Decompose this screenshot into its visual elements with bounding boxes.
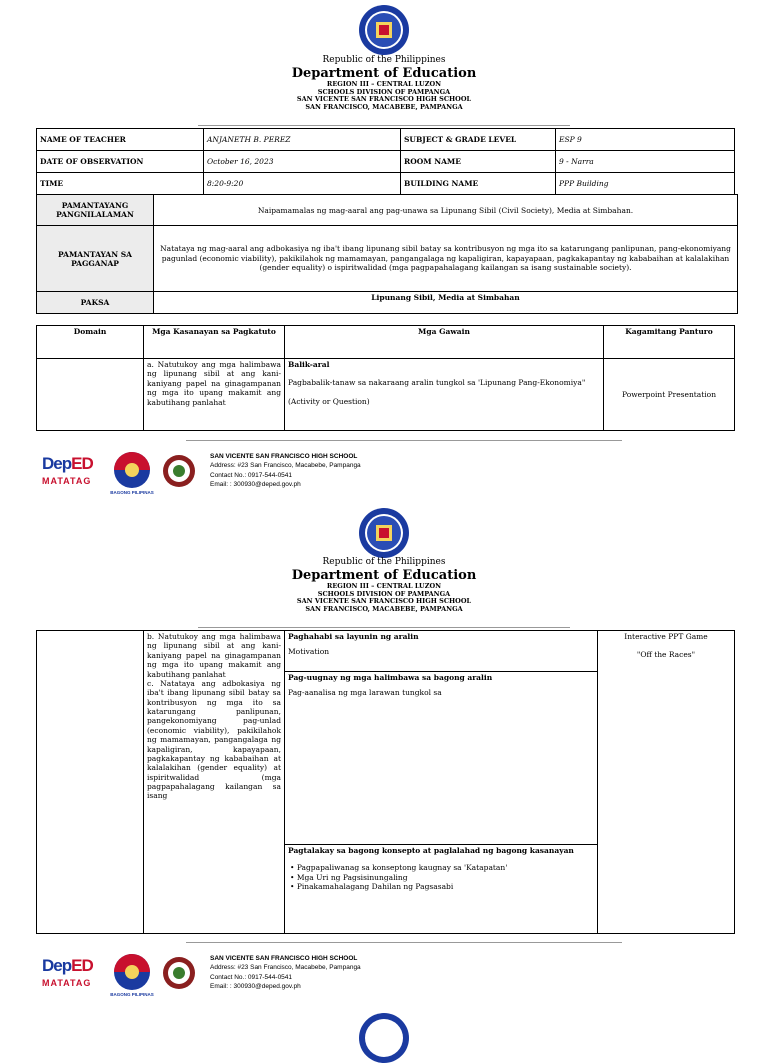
kagamitan-cell bbox=[598, 631, 735, 934]
col-kasanayan: Mga Kasanayan sa Pagkatuto bbox=[144, 326, 285, 359]
footer-email: Email: : 300930@deped.gov.ph bbox=[210, 481, 301, 489]
room-value: 9 - Narra bbox=[556, 151, 735, 173]
balik-aral-text: Pagbabalik-tanaw sa nakaraang aralin tungkol sa 'Lipunang Pang-Ekonomiya" bbox=[288, 378, 586, 388]
region-line: REGION III – CENTRAL LUZON bbox=[326, 80, 442, 88]
paghahabi-title: Paghahabi sa layunin ng aralin bbox=[288, 632, 419, 641]
balik-aral-title: Balik-aral bbox=[288, 360, 330, 369]
teacher-label: NAME OF TEACHER bbox=[37, 129, 204, 151]
paguugnay-title: Pag-uugnay ng mga halimbawa sa bagong aralin bbox=[288, 673, 493, 682]
footer-school: SAN VICENTE SAN FRANCISCO HIGH SCHOOL bbox=[210, 453, 358, 460]
bagong-pilipinas-icon bbox=[106, 952, 158, 992]
date-label: DATE OF OBSERVATION bbox=[37, 151, 204, 173]
date-value: October 16, 2023 bbox=[204, 151, 401, 173]
division-line: SCHOOLS DIVISION OF PAMPANGA bbox=[317, 589, 451, 598]
school-seal-icon bbox=[162, 454, 196, 488]
kagamitan-cell: Powerpoint Presentation bbox=[604, 359, 735, 431]
pagtalakay-title: Pagtalakay sa bagong konsepto at paglalahad ng bagong kasanayan bbox=[288, 846, 574, 855]
deped-logo bbox=[42, 956, 102, 988]
school-line: SAN VICENTE SAN FRANCISCO HIGH SCHOOL bbox=[296, 95, 472, 103]
gawain-cell bbox=[285, 359, 604, 431]
room-label: ROOM NAME bbox=[401, 151, 556, 173]
matatag-wordmark: MATATAG bbox=[42, 978, 92, 988]
deped-seal-icon bbox=[358, 4, 410, 56]
address-line: SAN FRANCISCO, MACABEBE, PAMPANGA bbox=[305, 604, 463, 613]
col-kagamitan: Kagamitang Panturo bbox=[604, 326, 735, 359]
subject-label: SUBJECT & GRADE LEVEL bbox=[401, 129, 556, 151]
footer-address: Address: #23 San Francisco, Macabebe, Pampanga bbox=[210, 462, 361, 470]
kasanayan-b: b. Natutukoy ang mga halimbawa ng lipunang sibil at ang kani-kaniyang papel na ginagampanan ng mga ito upang makamit ang kabutihang panlahat bbox=[147, 632, 281, 679]
kasanayan-cell bbox=[144, 631, 285, 934]
page-footer bbox=[36, 446, 736, 496]
department-title: Department of Education bbox=[291, 66, 477, 81]
footer-email: Email: : 300930@deped.gov.ph bbox=[210, 983, 301, 991]
footer-address: Address: #23 San Francisco, Macabebe, Pampanga bbox=[210, 964, 361, 972]
bagong-pilipinas-icon bbox=[106, 450, 158, 490]
deped-wordmark: DepED bbox=[42, 956, 93, 975]
bagong-pilipinas-logo bbox=[106, 450, 158, 496]
bullet-list bbox=[288, 863, 594, 891]
lesson-table bbox=[36, 325, 735, 431]
standards-table bbox=[36, 194, 738, 314]
list-item: • Mga Uri ng Pagsisinungaling bbox=[290, 872, 408, 882]
paghahabi-text: Motivation bbox=[288, 647, 330, 657]
gawain-block-2 bbox=[285, 672, 597, 845]
bagong-pilipinas-logo bbox=[106, 952, 158, 998]
matatag-wordmark: MATATAG bbox=[42, 476, 92, 486]
building-value: PPP Building bbox=[556, 173, 735, 195]
school-line: SAN VICENTE SAN FRANCISCO HIGH SCHOOL bbox=[296, 597, 472, 605]
division-line: SCHOOLS DIVISION OF PAMPANGA bbox=[317, 87, 451, 96]
page-footer bbox=[36, 948, 736, 998]
document-header bbox=[0, 558, 768, 612]
address-line: SAN FRANCISCO, MACABEBE, PAMPANGA bbox=[305, 102, 463, 111]
time-value: 8:20-9:20 bbox=[204, 173, 401, 195]
republic-line: Republic of the Philippines bbox=[322, 55, 446, 65]
footer-divider bbox=[186, 942, 622, 943]
list-item: • Pinakamahalagang Dahilan ng Pagsasabi bbox=[290, 882, 454, 892]
kagamitan-game-title: "Off the Races" bbox=[636, 650, 696, 660]
school-seal-icon bbox=[162, 956, 196, 990]
pagganap-label: PAMANTAYAN SA PAGGANAP bbox=[37, 226, 154, 292]
balik-aral-note: (Activity or Question) bbox=[288, 396, 370, 406]
header-divider bbox=[198, 627, 570, 628]
col-gawain: Mga Gawain bbox=[285, 326, 604, 359]
kasanayan-a: a. Natutukoy ang mga halimbawa ng lipunang sibil at ang kani-kaniyang papel na ginagampanan ng mga ito upang makamit ang kabutihang panlahat bbox=[144, 359, 285, 431]
kagamitan-game: Interactive PPT Game bbox=[624, 632, 708, 641]
bagong-pilipinas-caption: BAGONG PILIPINAS bbox=[110, 490, 154, 495]
gawain-block-1 bbox=[285, 631, 597, 672]
time-label: TIME bbox=[37, 173, 204, 195]
footer-divider bbox=[186, 440, 622, 441]
footer-contact-no: Contact No.: 0917-544-0541 bbox=[210, 973, 293, 981]
header-divider bbox=[198, 125, 570, 126]
col-domain: Domain bbox=[37, 326, 144, 359]
deped-wordmark: DepED bbox=[42, 454, 93, 473]
footer-contact-no: Contact No.: 0917-544-0541 bbox=[210, 471, 293, 479]
gawain-cell bbox=[285, 631, 598, 934]
republic-line: Republic of the Philippines bbox=[322, 557, 446, 567]
teacher-value: ANJANETH B. PEREZ bbox=[204, 129, 401, 151]
building-label: BUILDING NAME bbox=[401, 173, 556, 195]
bagong-pilipinas-caption: BAGONG PILIPINAS bbox=[110, 992, 154, 997]
footer-contact bbox=[210, 452, 361, 490]
deped-logo bbox=[42, 454, 102, 486]
deped-seal-icon bbox=[358, 507, 410, 559]
list-item: • Pagpapaliwanag sa konseptong kaugnay sa 'Katapatan' bbox=[290, 863, 508, 873]
pangnilalaman-label: PAMANTAYANG PANGNILALAMAN bbox=[37, 195, 154, 226]
footer-contact bbox=[210, 954, 361, 992]
department-title: Department of Education bbox=[291, 568, 477, 583]
subject-value: ESP 9 bbox=[556, 129, 735, 151]
paguugnay-text: Pag-aanalisa ng mga larawan tungkol sa bbox=[288, 688, 442, 698]
deped-seal-icon bbox=[358, 1012, 410, 1064]
observation-info-table bbox=[36, 128, 735, 195]
region-line: REGION III – CENTRAL LUZON bbox=[326, 582, 442, 590]
pagganap-text: Natataya ng mag-aaral ang adbokasiya ng iba't ibang lipunang sibil batay sa kontribusyon ng mga ito sa katarungang panlipunan, pang-ekonomiyang pagunlad (economic viability), pakikilahok ng mamamayan, pangangalaga ng kapaligiran, kapayapaan, pagkakapantay ng kababaihan at kalalakihan (gender equality) o ispiritwalidad (mga pagpapahalagang kailangan sa isang sustainable society). bbox=[154, 226, 738, 292]
kasanayan-c: c. Natataya ang adbokasiya ng iba't ibang lipunang sibil batay sa kontribusyon ng mga ito sa katarungang panlipunan, pangekonomiyang pag-unlad (economic viability), pakikilahok ng mamamayan, pangangalaga ng kapaligiran, kapayapaan, pagkakapantay ng kababaihan at kalalakihan (gender equality) at ispiritwalidad (mga pagpapahalagang kailangan sa isang bbox=[147, 678, 281, 801]
paksa-text: Lipunang Sibil, Media at Simbahan bbox=[154, 292, 738, 314]
lesson-table-continued bbox=[36, 630, 735, 934]
footer-school: SAN VICENTE SAN FRANCISCO HIGH SCHOOL bbox=[210, 955, 358, 962]
document-header bbox=[0, 56, 768, 110]
paksa-label: PAKSA bbox=[37, 292, 154, 314]
gawain-block-3 bbox=[285, 845, 597, 893]
pangnilalaman-text: Naipamamalas ng mag-aaral ang pag-unawa sa Lipunang Sibil (Civil Society), Media at Simbahan. bbox=[154, 195, 738, 226]
domain-cell bbox=[37, 631, 144, 934]
domain-cell bbox=[37, 359, 144, 431]
